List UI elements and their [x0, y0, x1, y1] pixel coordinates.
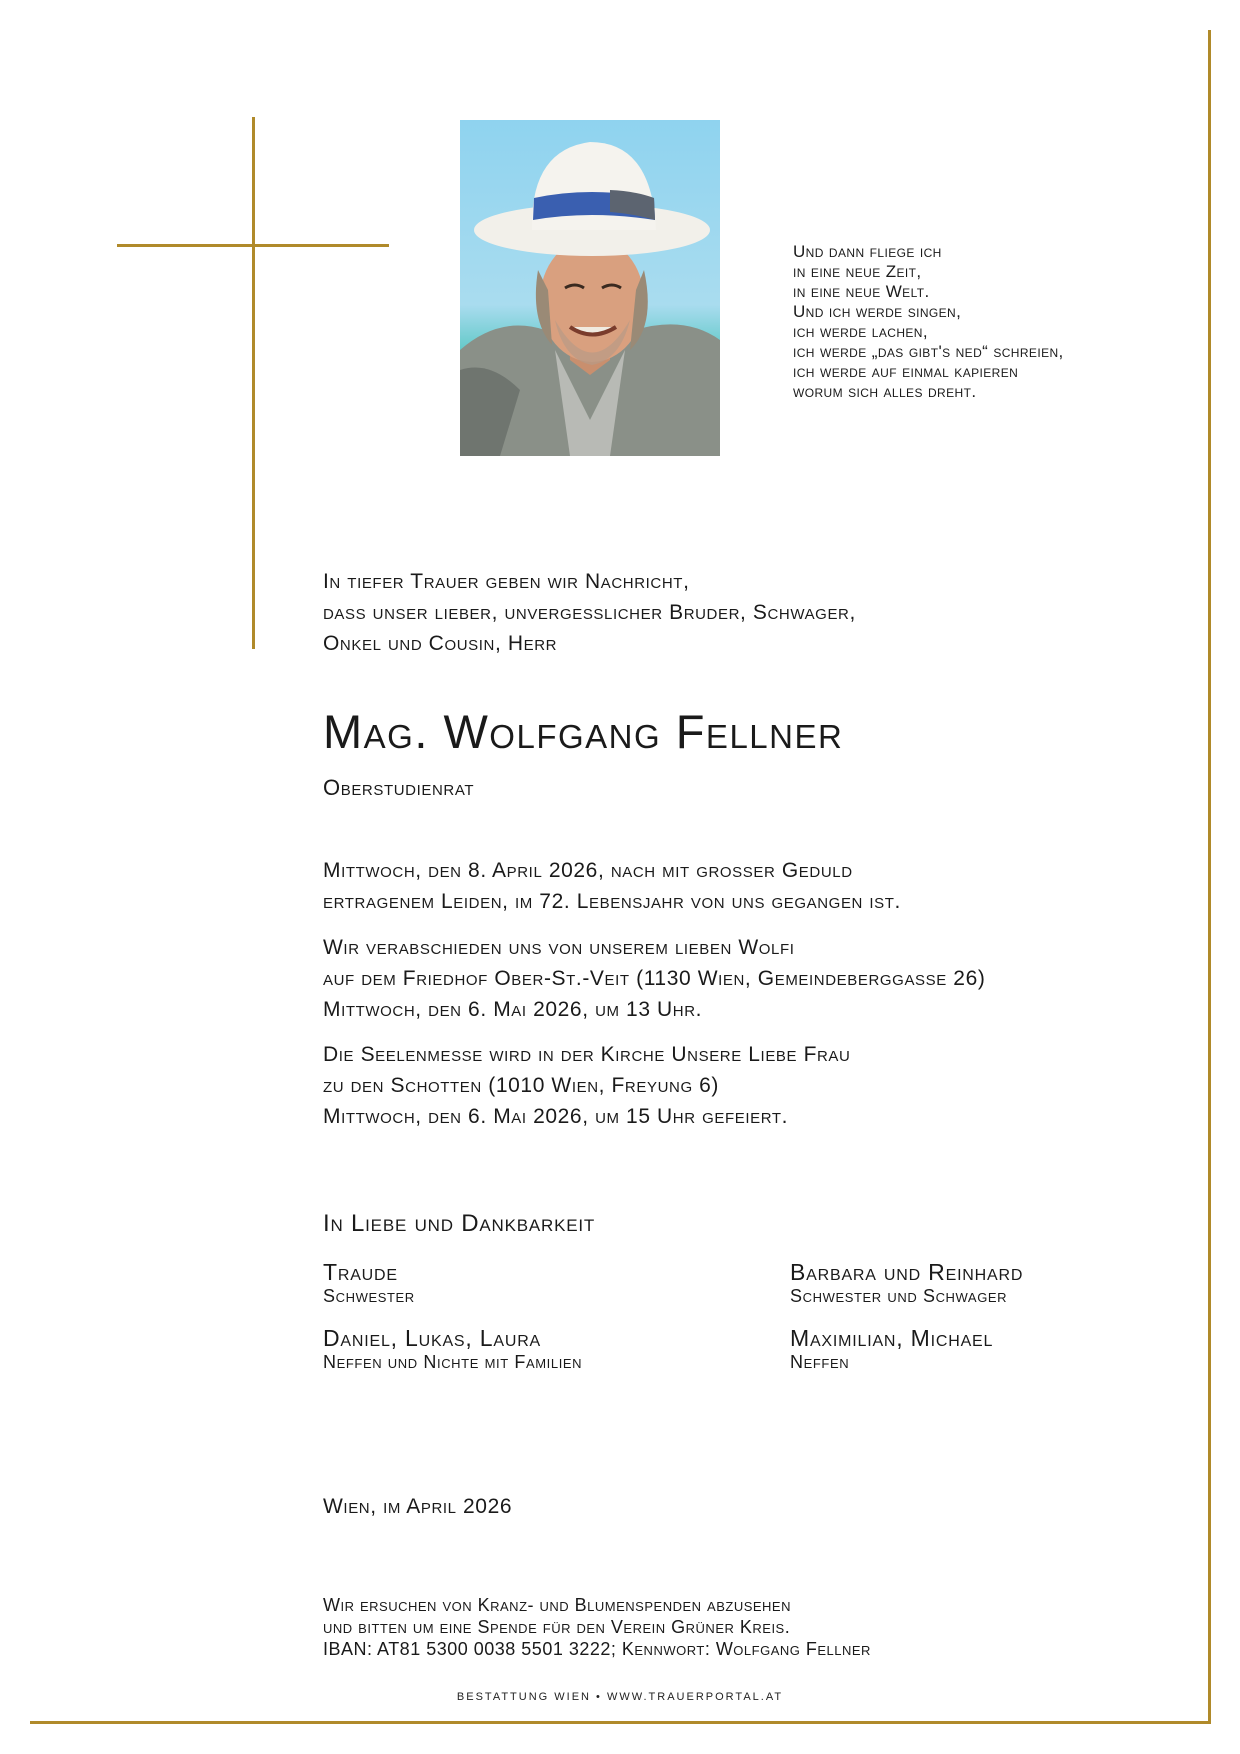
mourner-name: Maximilian, Michael [790, 1325, 994, 1351]
mourner-relation: Schwester [323, 1286, 415, 1306]
donation-line: Wir ersuchen von Kranz- und Blumenspenden abzusehen [323, 1595, 791, 1615]
intro-text [323, 566, 856, 659]
mourner-name: Daniel, Lukas, Laura [323, 1325, 542, 1351]
mourner-entry [790, 1258, 1023, 1306]
poem-line: ich werde auf einmal kapieren [793, 362, 1019, 381]
frame-line-right [1208, 30, 1211, 1724]
mourner-relation: Neffen und Nichte mit Familien [323, 1352, 583, 1372]
poem-line: in eine neue Zeit, [793, 262, 922, 281]
death-notice-line: ertragenem Leiden, im 72. Lebensjahr von uns gegangen ist. [323, 890, 901, 913]
portrait-photo [460, 120, 720, 456]
mourner-entry [323, 1258, 415, 1306]
frame-line-bottom [30, 1721, 1211, 1724]
donation-line: IBAN: AT81 5300 0038 5501 3222; Kennwort: Wolfgang Fellner [323, 1639, 871, 1659]
poem-line: Und dann fliege ich [793, 242, 942, 261]
mourner-relation: Neffen [790, 1352, 850, 1372]
poem [793, 242, 1064, 402]
donation-line: und bitten um eine Spende für den Verein Grüner Kreis. [323, 1617, 791, 1637]
mourner-entry [323, 1324, 582, 1372]
intro-line: In tiefer Trauer geben wir Nachricht, [323, 570, 690, 593]
intro-line: Onkel und Cousin, Herr [323, 632, 558, 655]
mass-line: zu den Schotten (1010 Wien, Freyung 6) [323, 1074, 720, 1097]
poem-line: ich werde „das gibt's ned“ schreien, [793, 342, 1064, 361]
poem-line: in eine neue Welt. [793, 282, 930, 301]
funeral-line: auf dem Friedhof Ober-St.-Veit (1130 Wien, Gemeindeberggasse 26) [323, 967, 986, 990]
death-notice-line: Mittwoch, den 8. April 2026, nach mit grosser Geduld [323, 859, 853, 882]
poem-line: worum sich alles dreht. [793, 382, 977, 401]
death-notice [323, 855, 901, 917]
cross-vertical-bar [252, 117, 255, 649]
mass-info [323, 1039, 850, 1132]
intro-line: dass unser lieber, unvergesslicher Bruder, Schwager, [323, 601, 856, 624]
mourner-entry [790, 1324, 993, 1372]
funeral-info [323, 932, 985, 1025]
poem-line: ich werde lachen, [793, 322, 928, 341]
mourner-name: Barbara und Reinhard [790, 1259, 1024, 1285]
mass-line: Die Seelenmesse wird in der Kirche Unsere Liebe Frau [323, 1043, 851, 1066]
deceased-title: Oberstudienrat [323, 775, 475, 800]
closing-phrase: In Liebe und Dankbarkeit [323, 1210, 596, 1237]
poem-line: Und ich werde singen, [793, 302, 962, 321]
funeral-line: Wir verabschieden uns von unserem lieben Wolfi [323, 936, 795, 959]
mass-line: Mittwoch, den 6. Mai 2026, um 15 Uhr gefeiert. [323, 1105, 789, 1128]
cross-horizontal-bar [117, 244, 389, 247]
footer-imprint: BESTATTUNG WIEN • WWW.TRAUERPORTAL.AT [456, 1691, 784, 1703]
mourner-relation: Schwester und Schwager [790, 1286, 1008, 1306]
place-and-date: Wien, im April 2026 [323, 1495, 513, 1518]
donation-request [323, 1594, 871, 1660]
funeral-line: Mittwoch, den 6. Mai 2026, um 13 Uhr. [323, 998, 703, 1021]
mourner-name: Traude [323, 1259, 398, 1285]
deceased-name: Mag. Wolfgang Fellner [323, 705, 844, 758]
